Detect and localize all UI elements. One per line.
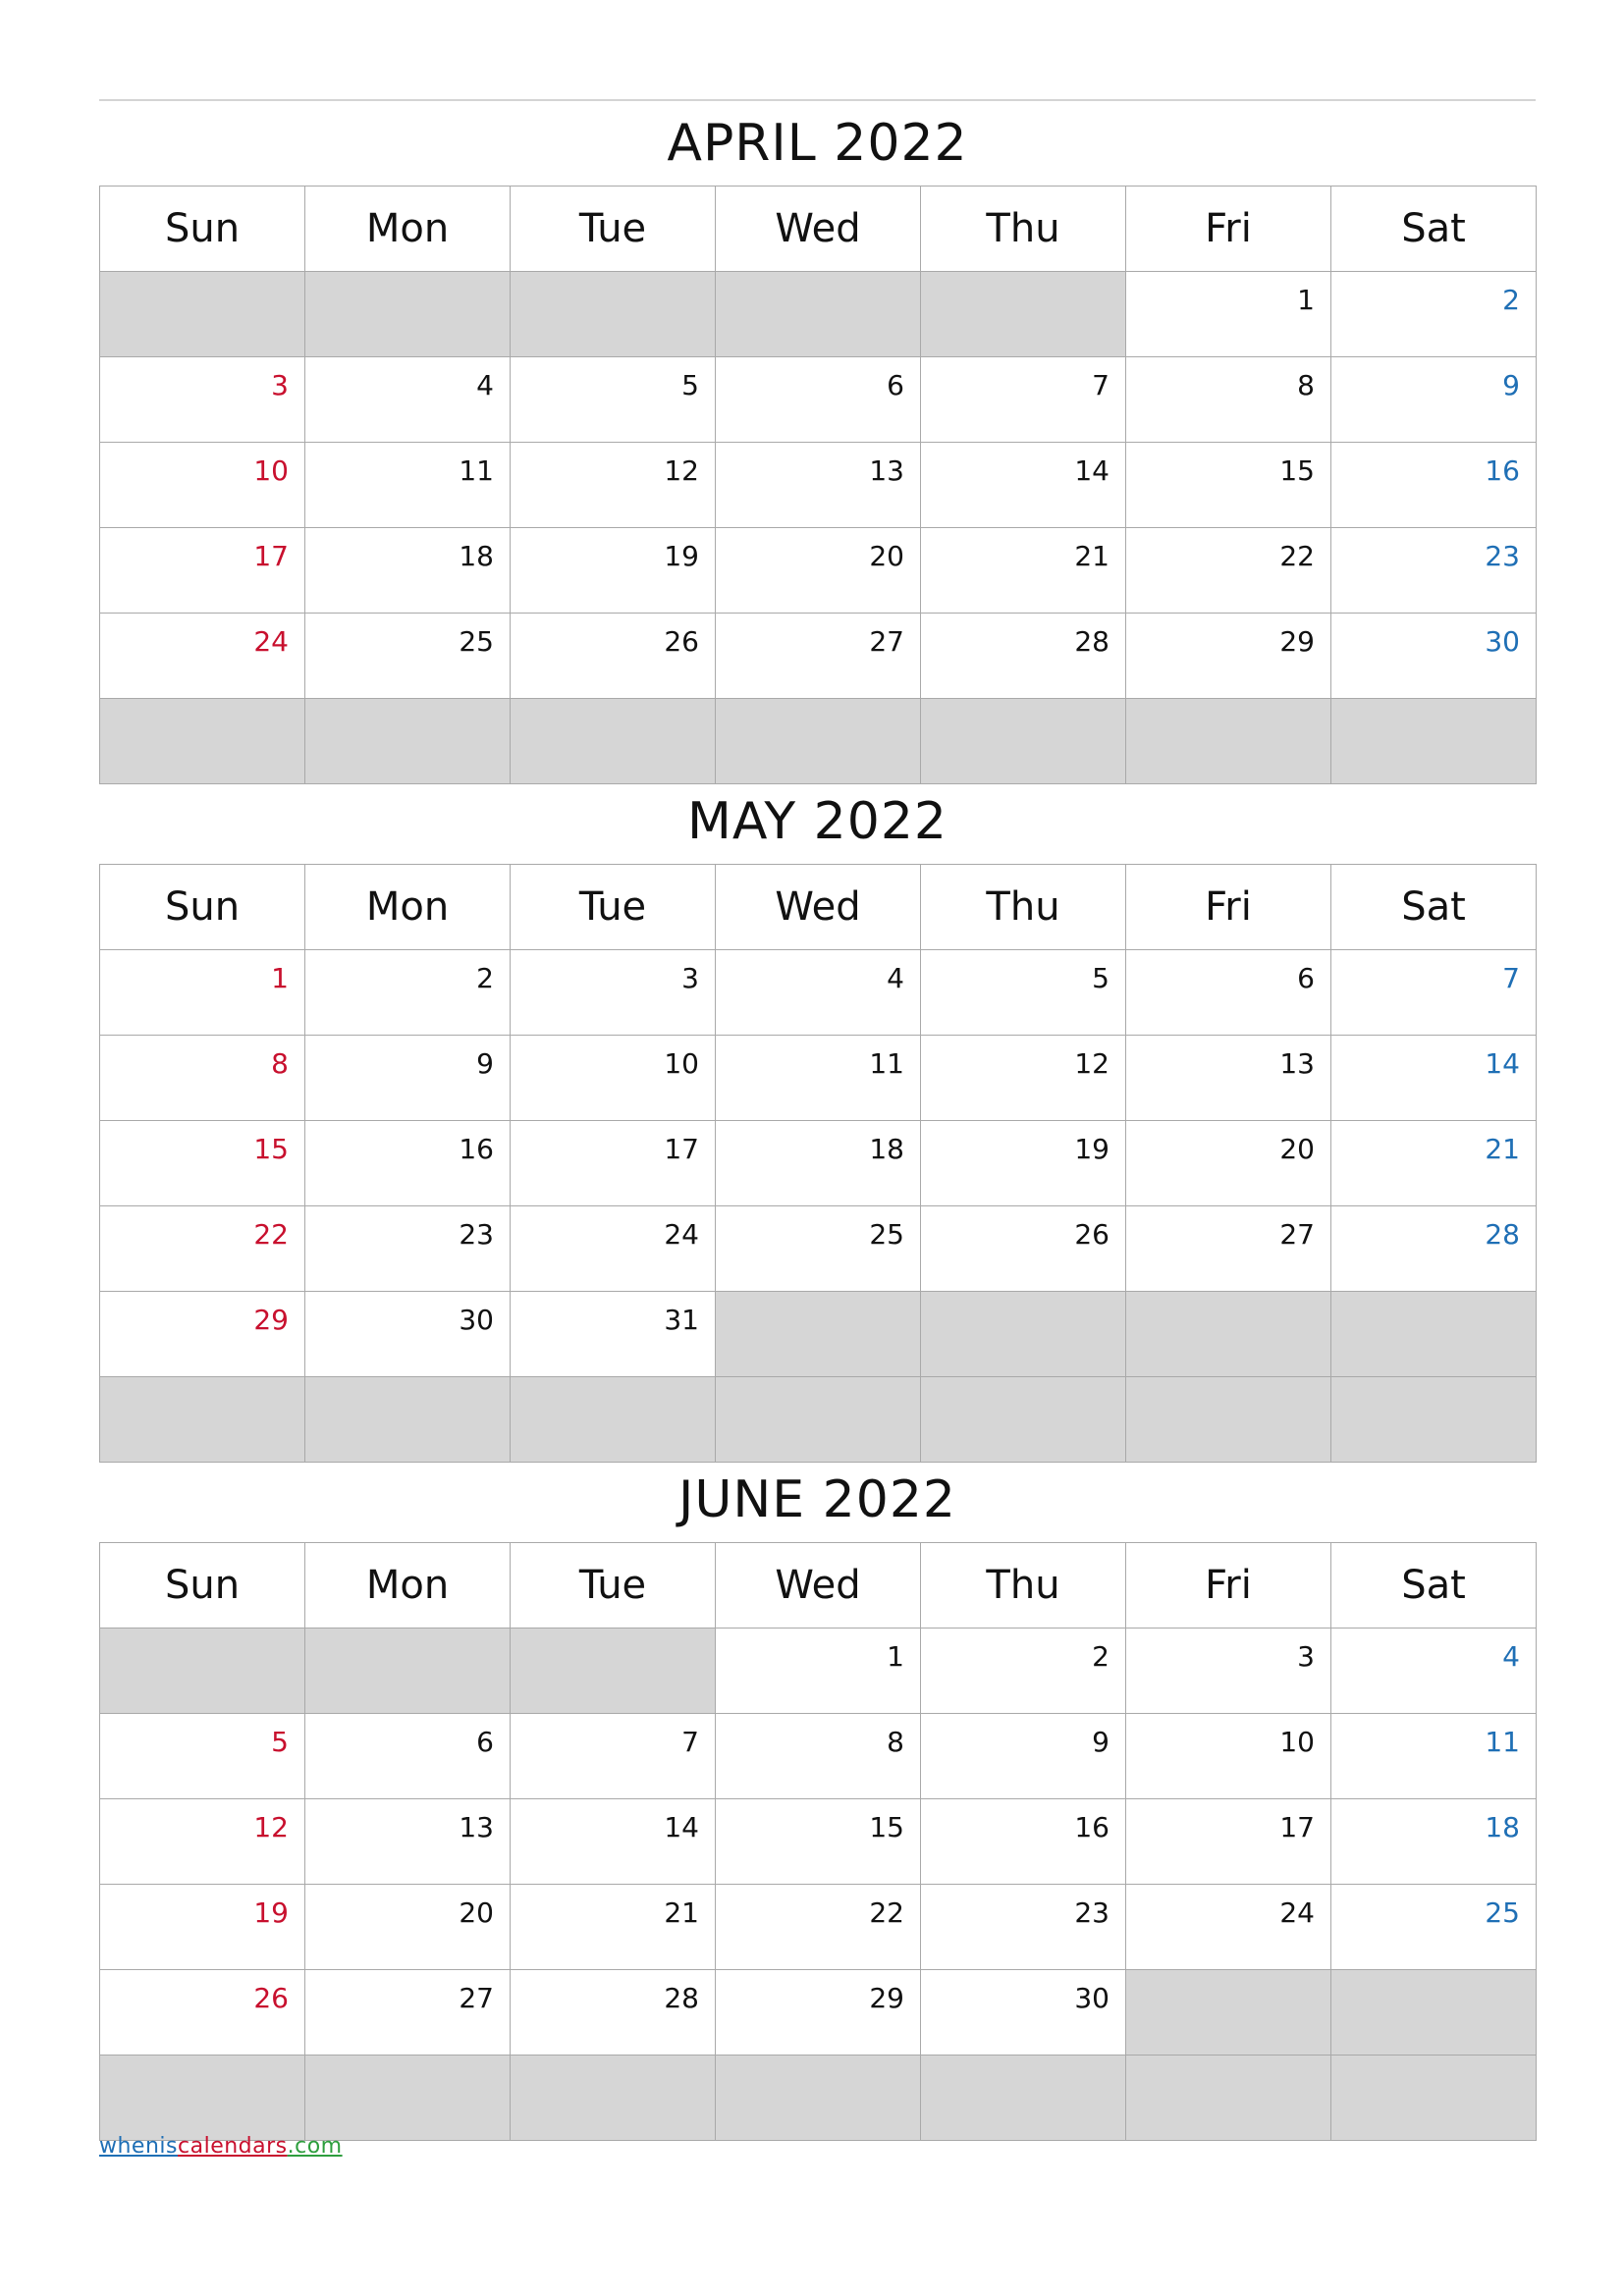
day-cell: 15 xyxy=(1126,443,1331,528)
weeks xyxy=(100,1629,1537,2141)
day-cell: 4 xyxy=(716,950,921,1036)
weekday-header-mon: Mon xyxy=(305,1543,511,1629)
day-cell: 22 xyxy=(716,1885,921,1970)
week-row xyxy=(100,443,1537,528)
weekday-header-row xyxy=(100,187,1537,272)
day-cell: 7 xyxy=(1331,950,1537,1036)
day-cell: 27 xyxy=(1126,1206,1331,1292)
empty-day-cell xyxy=(921,272,1126,357)
day-cell: 17 xyxy=(100,528,305,614)
day-cell: 20 xyxy=(1126,1121,1331,1206)
empty-day-cell xyxy=(305,2056,511,2141)
day-cell: 3 xyxy=(1126,1629,1331,1714)
day-cell: 8 xyxy=(1126,357,1331,443)
empty-day-cell xyxy=(716,1292,921,1377)
weekday-header-row xyxy=(100,865,1537,950)
day-cell: 29 xyxy=(1126,614,1331,699)
day-cell: 18 xyxy=(305,528,511,614)
website-link-part-3: .com xyxy=(287,2134,343,2159)
day-cell: 18 xyxy=(716,1121,921,1206)
day-cell: 18 xyxy=(1331,1799,1537,1885)
day-cell: 8 xyxy=(100,1036,305,1121)
weeks xyxy=(100,272,1537,784)
day-cell: 5 xyxy=(921,950,1126,1036)
day-cell: 11 xyxy=(305,443,511,528)
empty-day-cell xyxy=(1331,1377,1537,1463)
week-row xyxy=(100,1292,1537,1377)
day-cell: 24 xyxy=(100,614,305,699)
day-cell: 8 xyxy=(716,1714,921,1799)
day-cell: 14 xyxy=(1331,1036,1537,1121)
empty-day-cell xyxy=(921,1377,1126,1463)
week-row xyxy=(100,950,1537,1036)
day-cell: 10 xyxy=(1126,1714,1331,1799)
empty-day-cell xyxy=(1331,699,1537,784)
week-row xyxy=(100,1121,1537,1206)
day-cell: 25 xyxy=(305,614,511,699)
day-cell: 20 xyxy=(716,528,921,614)
day-cell: 24 xyxy=(511,1206,716,1292)
day-cell: 28 xyxy=(1331,1206,1537,1292)
weekday-header-sun: Sun xyxy=(100,865,305,950)
day-cell: 6 xyxy=(1126,950,1331,1036)
empty-day-cell xyxy=(100,2056,305,2141)
empty-day-cell xyxy=(305,699,511,784)
day-cell: 11 xyxy=(716,1036,921,1121)
day-cell: 13 xyxy=(1126,1036,1331,1121)
month-calendar-grid xyxy=(99,1542,1537,2141)
month-june xyxy=(99,1458,1536,2141)
weekday-header-tue: Tue xyxy=(511,865,716,950)
day-cell: 3 xyxy=(100,357,305,443)
day-cell: 21 xyxy=(511,1885,716,1970)
empty-day-cell xyxy=(511,699,716,784)
weekday-header-fri: Fri xyxy=(1126,865,1331,950)
day-cell: 12 xyxy=(100,1799,305,1885)
weekday-header-wed: Wed xyxy=(716,865,921,950)
day-cell: 30 xyxy=(1331,614,1537,699)
day-cell: 30 xyxy=(305,1292,511,1377)
day-cell: 10 xyxy=(100,443,305,528)
day-cell: 1 xyxy=(1126,272,1331,357)
week-row xyxy=(100,357,1537,443)
day-cell: 12 xyxy=(921,1036,1126,1121)
empty-day-cell xyxy=(100,1377,305,1463)
day-cell: 10 xyxy=(511,1036,716,1121)
empty-day-cell xyxy=(511,1629,716,1714)
empty-day-cell xyxy=(716,699,921,784)
weekday-header-wed: Wed xyxy=(716,187,921,272)
day-cell: 25 xyxy=(716,1206,921,1292)
day-cell: 20 xyxy=(305,1885,511,1970)
empty-day-cell xyxy=(921,1292,1126,1377)
empty-day-cell xyxy=(1126,1970,1331,2056)
weekday-header-tue: Tue xyxy=(511,187,716,272)
week-row xyxy=(100,1714,1537,1799)
day-cell: 23 xyxy=(921,1885,1126,1970)
empty-day-cell xyxy=(716,1377,921,1463)
week-row xyxy=(100,272,1537,357)
week-row xyxy=(100,1377,1537,1463)
day-cell: 19 xyxy=(511,528,716,614)
day-cell: 22 xyxy=(100,1206,305,1292)
day-cell: 17 xyxy=(1126,1799,1331,1885)
week-row xyxy=(100,1629,1537,1714)
day-cell: 3 xyxy=(511,950,716,1036)
empty-day-cell xyxy=(1126,699,1331,784)
week-row xyxy=(100,1206,1537,1292)
day-cell: 14 xyxy=(511,1799,716,1885)
empty-day-cell xyxy=(305,272,511,357)
empty-day-cell xyxy=(716,272,921,357)
day-cell: 26 xyxy=(511,614,716,699)
weekday-header-thu: Thu xyxy=(921,865,1126,950)
day-cell: 19 xyxy=(100,1885,305,1970)
empty-day-cell xyxy=(1126,1292,1331,1377)
week-row xyxy=(100,1036,1537,1121)
day-cell: 17 xyxy=(511,1121,716,1206)
week-row xyxy=(100,528,1537,614)
empty-day-cell xyxy=(921,2056,1126,2141)
empty-day-cell xyxy=(100,272,305,357)
website-link-part-2: calendars xyxy=(178,2134,288,2159)
day-cell: 27 xyxy=(305,1970,511,2056)
week-row xyxy=(100,614,1537,699)
empty-day-cell xyxy=(100,699,305,784)
weeks xyxy=(100,950,1537,1463)
day-cell: 5 xyxy=(100,1714,305,1799)
day-cell: 9 xyxy=(921,1714,1126,1799)
weekday-header-sat: Sat xyxy=(1331,865,1537,950)
day-cell: 28 xyxy=(511,1970,716,2056)
month-title: APRIL 2022 xyxy=(667,114,968,173)
day-cell: 30 xyxy=(921,1970,1126,2056)
month-calendar-grid xyxy=(99,864,1537,1463)
day-cell: 13 xyxy=(716,443,921,528)
empty-day-cell xyxy=(305,1629,511,1714)
day-cell: 31 xyxy=(511,1292,716,1377)
day-cell: 23 xyxy=(305,1206,511,1292)
day-cell: 2 xyxy=(921,1629,1126,1714)
day-cell: 22 xyxy=(1126,528,1331,614)
empty-day-cell xyxy=(511,272,716,357)
weekday-header-fri: Fri xyxy=(1126,187,1331,272)
month-april xyxy=(99,101,1536,784)
day-cell: 26 xyxy=(100,1970,305,2056)
empty-day-cell xyxy=(716,2056,921,2141)
day-cell: 5 xyxy=(511,357,716,443)
day-cell: 7 xyxy=(511,1714,716,1799)
day-cell: 12 xyxy=(511,443,716,528)
week-row xyxy=(100,2056,1537,2141)
empty-day-cell xyxy=(1331,1970,1537,2056)
empty-day-cell xyxy=(1126,2056,1331,2141)
day-cell: 2 xyxy=(1331,272,1537,357)
empty-day-cell xyxy=(511,1377,716,1463)
day-cell: 15 xyxy=(716,1799,921,1885)
empty-day-cell xyxy=(305,1377,511,1463)
month-may xyxy=(99,779,1536,1463)
weekday-header-mon: Mon xyxy=(305,865,511,950)
day-cell: 19 xyxy=(921,1121,1126,1206)
day-cell: 23 xyxy=(1331,528,1537,614)
weekday-header-fri: Fri xyxy=(1126,1543,1331,1629)
weekday-header-row xyxy=(100,1543,1537,1629)
month-calendar-grid xyxy=(99,186,1537,784)
empty-day-cell xyxy=(100,1629,305,1714)
day-cell: 2 xyxy=(305,950,511,1036)
day-cell: 6 xyxy=(305,1714,511,1799)
day-cell: 14 xyxy=(921,443,1126,528)
month-title: MAY 2022 xyxy=(686,792,948,851)
website-link-part-1: whenis xyxy=(99,2134,178,2159)
website-link[interactable] xyxy=(99,2134,343,2159)
day-cell: 1 xyxy=(716,1629,921,1714)
week-row xyxy=(100,699,1537,784)
day-cell: 11 xyxy=(1331,1714,1537,1799)
day-cell: 9 xyxy=(305,1036,511,1121)
day-cell: 25 xyxy=(1331,1885,1537,1970)
day-cell: 16 xyxy=(921,1799,1126,1885)
day-cell: 29 xyxy=(716,1970,921,2056)
day-cell: 6 xyxy=(716,357,921,443)
day-cell: 21 xyxy=(921,528,1126,614)
month-title: JUNE 2022 xyxy=(677,1470,956,1529)
day-cell: 21 xyxy=(1331,1121,1537,1206)
week-row xyxy=(100,1885,1537,1970)
weekday-header-wed: Wed xyxy=(716,1543,921,1629)
weekday-header-sat: Sat xyxy=(1331,187,1537,272)
day-cell: 9 xyxy=(1331,357,1537,443)
weekday-header-thu: Thu xyxy=(921,1543,1126,1629)
empty-day-cell xyxy=(1331,2056,1537,2141)
day-cell: 15 xyxy=(100,1121,305,1206)
day-cell: 4 xyxy=(1331,1629,1537,1714)
weekday-header-sun: Sun xyxy=(100,187,305,272)
empty-day-cell xyxy=(1331,1292,1537,1377)
day-cell: 13 xyxy=(305,1799,511,1885)
week-row xyxy=(100,1799,1537,1885)
empty-day-cell xyxy=(921,699,1126,784)
weekday-header-sun: Sun xyxy=(100,1543,305,1629)
day-cell: 29 xyxy=(100,1292,305,1377)
day-cell: 7 xyxy=(921,357,1126,443)
day-cell: 16 xyxy=(305,1121,511,1206)
week-row xyxy=(100,1970,1537,2056)
empty-day-cell xyxy=(511,2056,716,2141)
day-cell: 1 xyxy=(100,950,305,1036)
day-cell: 26 xyxy=(921,1206,1126,1292)
day-cell: 27 xyxy=(716,614,921,699)
day-cell: 24 xyxy=(1126,1885,1331,1970)
day-cell: 4 xyxy=(305,357,511,443)
empty-day-cell xyxy=(1126,1377,1331,1463)
weekday-header-mon: Mon xyxy=(305,187,511,272)
weekday-header-thu: Thu xyxy=(921,187,1126,272)
day-cell: 16 xyxy=(1331,443,1537,528)
weekday-header-sat: Sat xyxy=(1331,1543,1537,1629)
day-cell: 28 xyxy=(921,614,1126,699)
weekday-header-tue: Tue xyxy=(511,1543,716,1629)
